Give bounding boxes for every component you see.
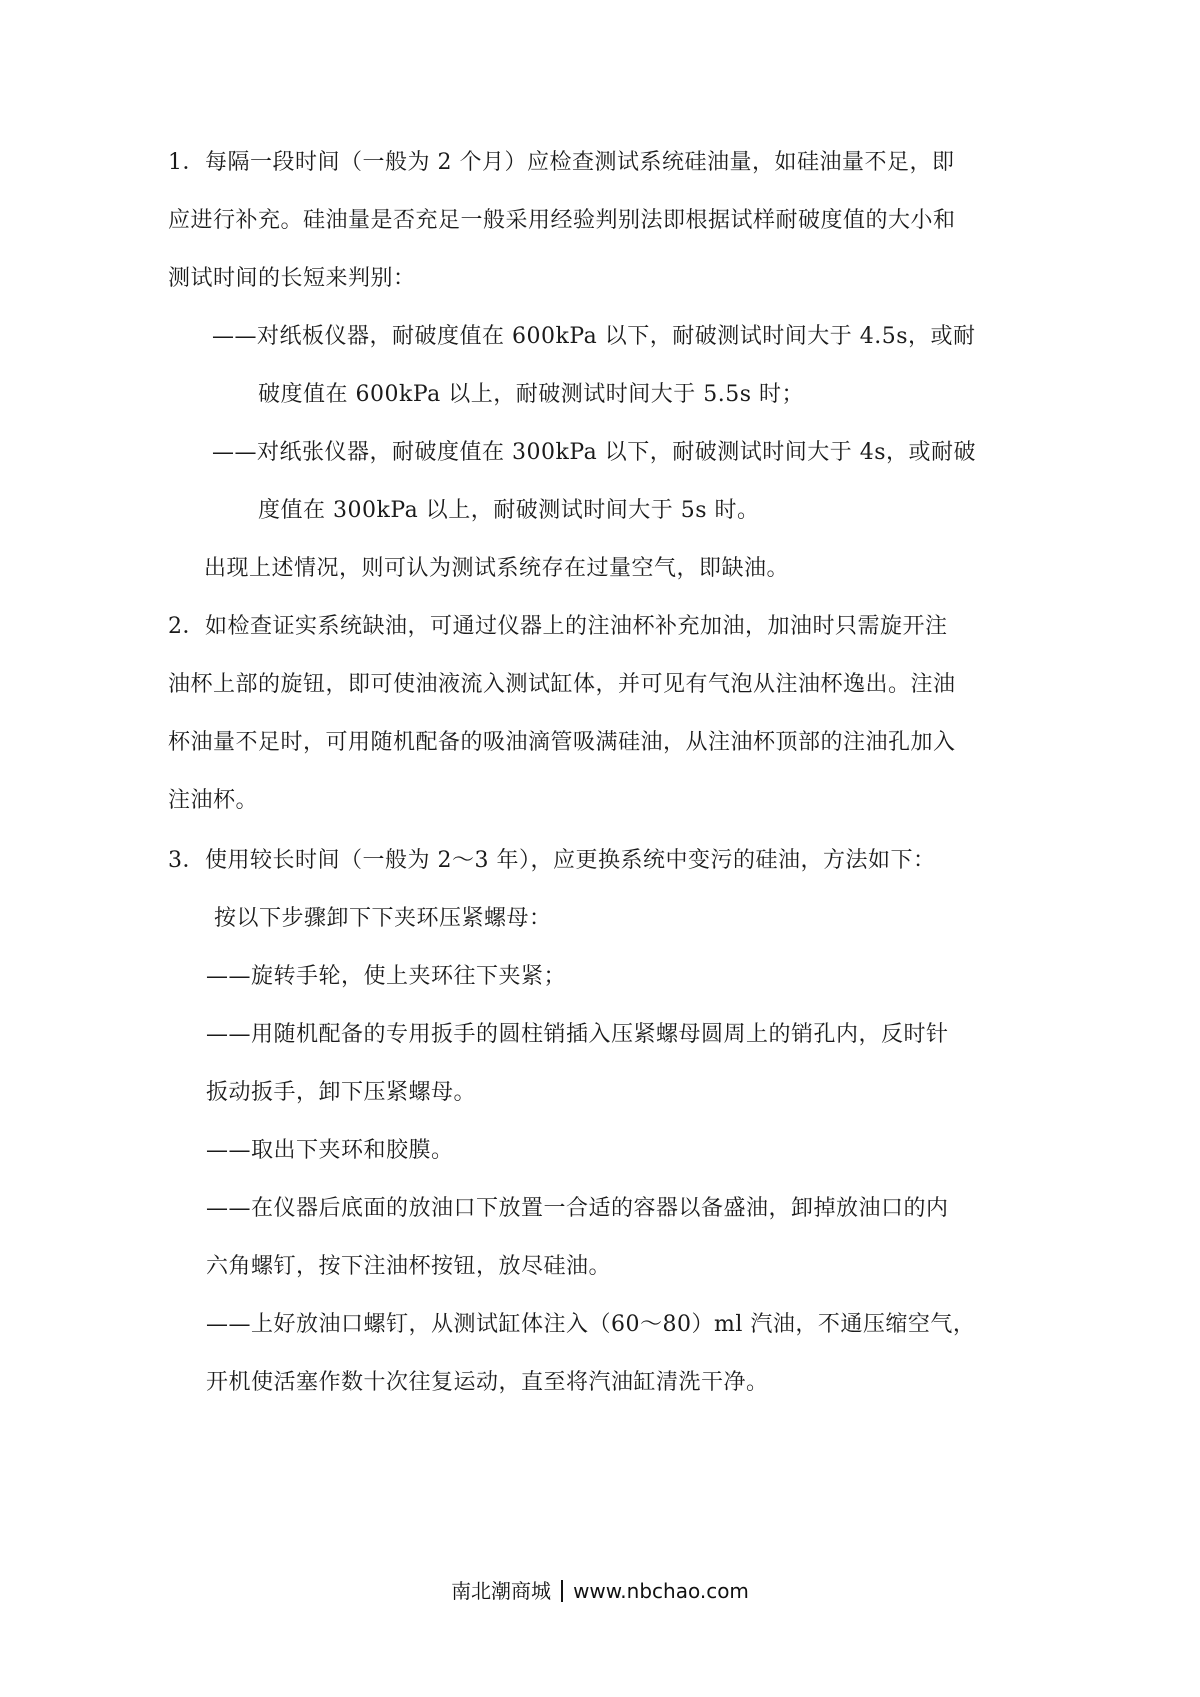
step-5-line-1: ——上好放油口螺钉，从测试缸体注入（60～80）ml 汽油，不通压缩空气，: [206, 1312, 976, 1337]
paragraph-2-line-2: 油杯上部的旋钮，即可使油液流入测试缸体，并可见有气泡从注油杯逸出。注油: [168, 672, 956, 697]
footer-separator: [561, 1580, 563, 1602]
paragraph-1-line-1: 1．每隔一段时间（一般为 2 个月）应检查测试系统硅油量，如硅油量不足，即: [168, 150, 955, 175]
step-intro-line: 按以下步骤卸下下夹环压紧螺母：: [214, 906, 552, 931]
paragraph-1-line-2: 应进行补充。硅油量是否充足一般采用经验判别法即根据试样耐破度值的大小和: [168, 208, 956, 233]
board-criteria-line-1: ——对纸板仪器，耐破度值在 600kPa 以下，耐破测试时间大于 4.5s，或耐: [212, 324, 976, 349]
footer: [0, 1575, 1200, 1604]
footer-site-name: 南北潮商城: [451, 1579, 552, 1603]
step-4-line-2: 六角螺钉，按下注油杯按钮，放尽硅油。: [206, 1254, 612, 1279]
step-4-line-1: ——在仪器后底面的放油口下放置一合适的容器以备盛油，卸掉放油口的内: [206, 1196, 949, 1221]
step-3-line: ——取出下夹环和胶膜。: [206, 1138, 454, 1163]
paragraph-2-line-3: 杯油量不足时，可用随机配备的吸油滴管吸满硅油，从注油杯顶部的注油孔加入: [168, 730, 956, 755]
paper-criteria-line-2: 度值在 300kPa 以上，耐破测试时间大于 5s 时。: [258, 498, 760, 523]
footer-url[interactable]: www.nbchao.com: [573, 1579, 749, 1603]
paragraph-2-line-4: 注油杯。: [168, 788, 259, 813]
step-2-line-2: 扳动扳手，卸下压紧螺母。: [206, 1080, 477, 1105]
step-1-line: ——旋转手轮，使上夹环往下夹紧；: [206, 964, 567, 989]
step-2-line-1: ——用随机配备的专用扳手的圆柱销插入压紧螺母圆周上的销孔内，反时针: [206, 1022, 949, 1047]
conclusion-line: 出现上述情况，则可认为测试系统存在过量空气，即缺油。: [204, 556, 790, 581]
paragraph-1-line-3: 测试时间的长短来判别：: [168, 266, 416, 291]
step-5-line-2: 开机使活塞作数十次往复运动，直至将汽油缸清洗干净。: [206, 1370, 769, 1395]
paragraph-3-line-1: 3．使用较长时间（一般为 2～3 年），应更换系统中变污的硅油，方法如下：: [168, 848, 936, 873]
board-criteria-line-2: 破度值在 600kPa 以上，耐破测试时间大于 5.5s 时；: [258, 382, 805, 407]
paper-criteria-line-1: ——对纸张仪器，耐破度值在 300kPa 以下，耐破测试时间大于 4s，或耐破: [212, 440, 977, 465]
paragraph-2-line-1: 2．如检查证实系统缺油，可通过仪器上的注油杯补充加油，加油时只需旋开注: [168, 614, 948, 639]
